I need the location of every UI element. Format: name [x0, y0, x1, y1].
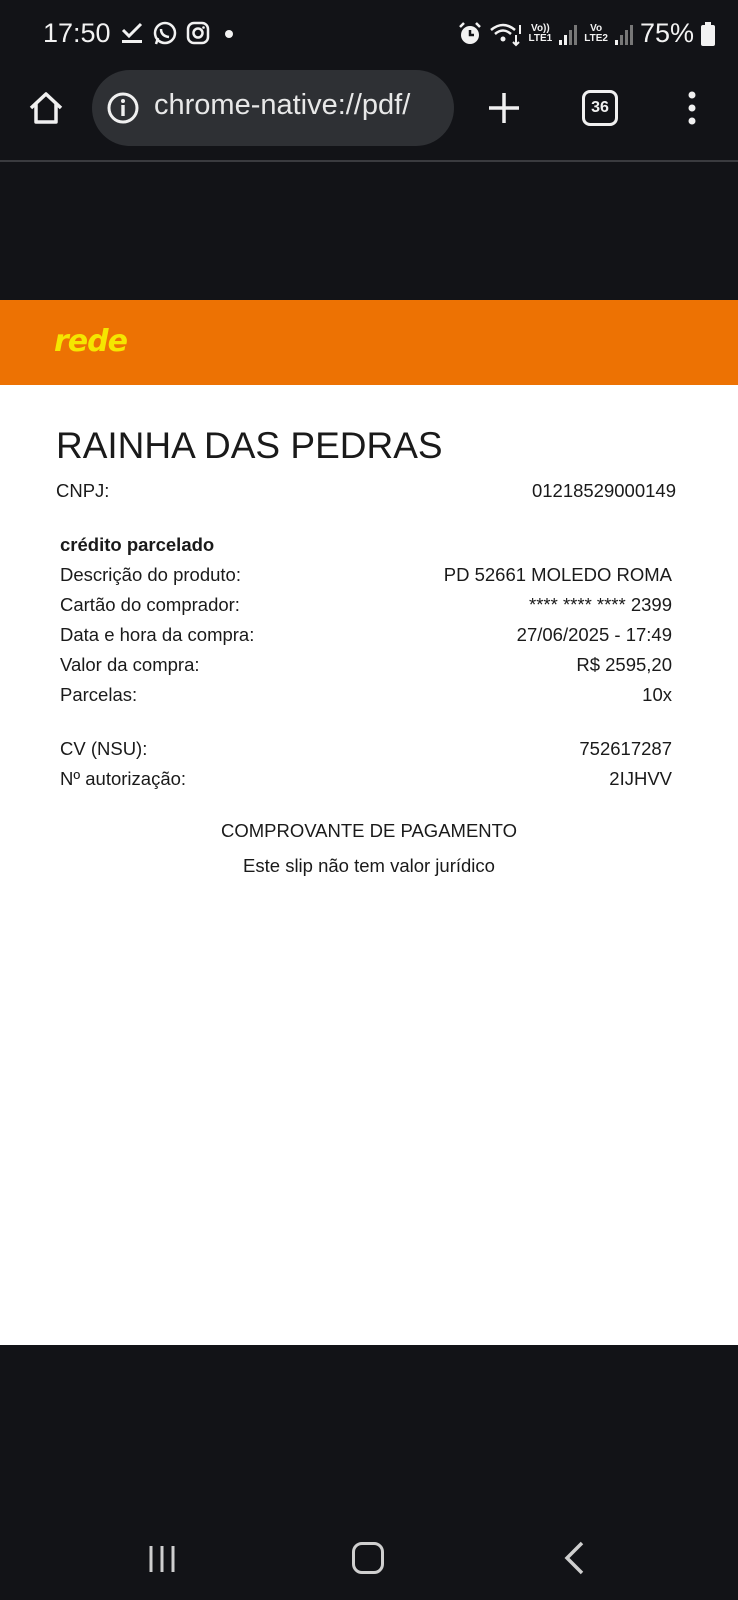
back-icon[interactable]: [562, 1540, 586, 1576]
detail-row: [60, 684, 672, 714]
home-icon[interactable]: [26, 88, 66, 128]
navigation-bar: [0, 1500, 738, 1600]
instagram-icon: [186, 21, 210, 45]
recents-icon[interactable]: [147, 1544, 177, 1574]
browser-toolbar: [0, 70, 738, 162]
detail-row: [60, 624, 672, 654]
merchant-name: RAINHA DAS PEDRAS: [56, 425, 443, 466]
signal-icon: [558, 22, 578, 46]
whatsapp-icon: [152, 20, 178, 46]
new-tab-icon[interactable]: [484, 88, 524, 128]
detail-value: **** **** **** 2399: [529, 594, 672, 615]
cnpj-label: CNPJ:: [56, 480, 110, 501]
detail-value: 27/06/2025 - 17:49: [516, 624, 672, 645]
authorization-details: [60, 738, 672, 798]
system-icons: [457, 18, 716, 49]
tab-count: 36: [591, 99, 609, 116]
signal-icon: [614, 22, 634, 46]
detail-row: [60, 738, 672, 768]
receipt-title: COMPROVANTE DE PAGAMENTO: [220, 820, 518, 841]
detail-label: CV (NSU):: [60, 738, 148, 759]
status-time: 17:50: [43, 18, 111, 48]
pdf-page[interactable]: [0, 300, 738, 1345]
info-icon[interactable]: [106, 91, 140, 125]
detail-value: PD 52661 MOLEDO ROMA: [443, 564, 672, 585]
more-menu-icon[interactable]: [680, 88, 704, 128]
detail-row: [60, 654, 672, 684]
detail-value: 752617287: [579, 738, 672, 759]
tab-switcher-button[interactable]: [582, 90, 618, 126]
rede-logo: rede: [54, 324, 127, 359]
detail-label: Descrição do produto:: [60, 564, 241, 585]
volte-lte1-icon: Vo)) LTE1: [528, 22, 553, 44]
detail-label: Data e hora da compra:: [60, 624, 255, 645]
volte-lte2-icon: Vo LTE2: [584, 22, 608, 44]
detail-value: 10x: [642, 684, 672, 705]
payment-type: crédito parcelado: [60, 534, 215, 555]
detail-label: Nº autorização:: [60, 768, 187, 789]
cnpj-row: [56, 480, 676, 502]
notification-icons: [120, 20, 240, 46]
alarm-icon: [457, 21, 483, 47]
detail-row: [60, 768, 672, 798]
receipt-note: Este slip não tem valor jurídico: [243, 855, 495, 876]
download-done-icon: [120, 21, 144, 45]
detail-label: Valor da compra:: [60, 654, 200, 675]
detail-label: Cartão do comprador:: [60, 594, 240, 615]
status-bar: [0, 0, 738, 70]
detail-row: [60, 564, 672, 594]
cnpj-value: 01218529000149: [531, 480, 676, 501]
dot-icon: [218, 21, 240, 45]
address-bar[interactable]: [92, 70, 454, 146]
detail-label: Parcelas:: [60, 684, 138, 705]
detail-value: R$ 2595,20: [576, 654, 672, 675]
battery-percent: 75%: [639, 18, 694, 48]
wifi-icon: [489, 21, 523, 47]
home-nav-icon[interactable]: [352, 1542, 384, 1574]
brand-header: [0, 300, 738, 385]
transaction-details: [60, 534, 672, 714]
detail-row: [60, 594, 672, 624]
url-text[interactable]: chrome-native://pdf/: [154, 89, 411, 121]
detail-value: 2IJHVV: [609, 768, 672, 789]
battery-icon: [700, 21, 716, 47]
